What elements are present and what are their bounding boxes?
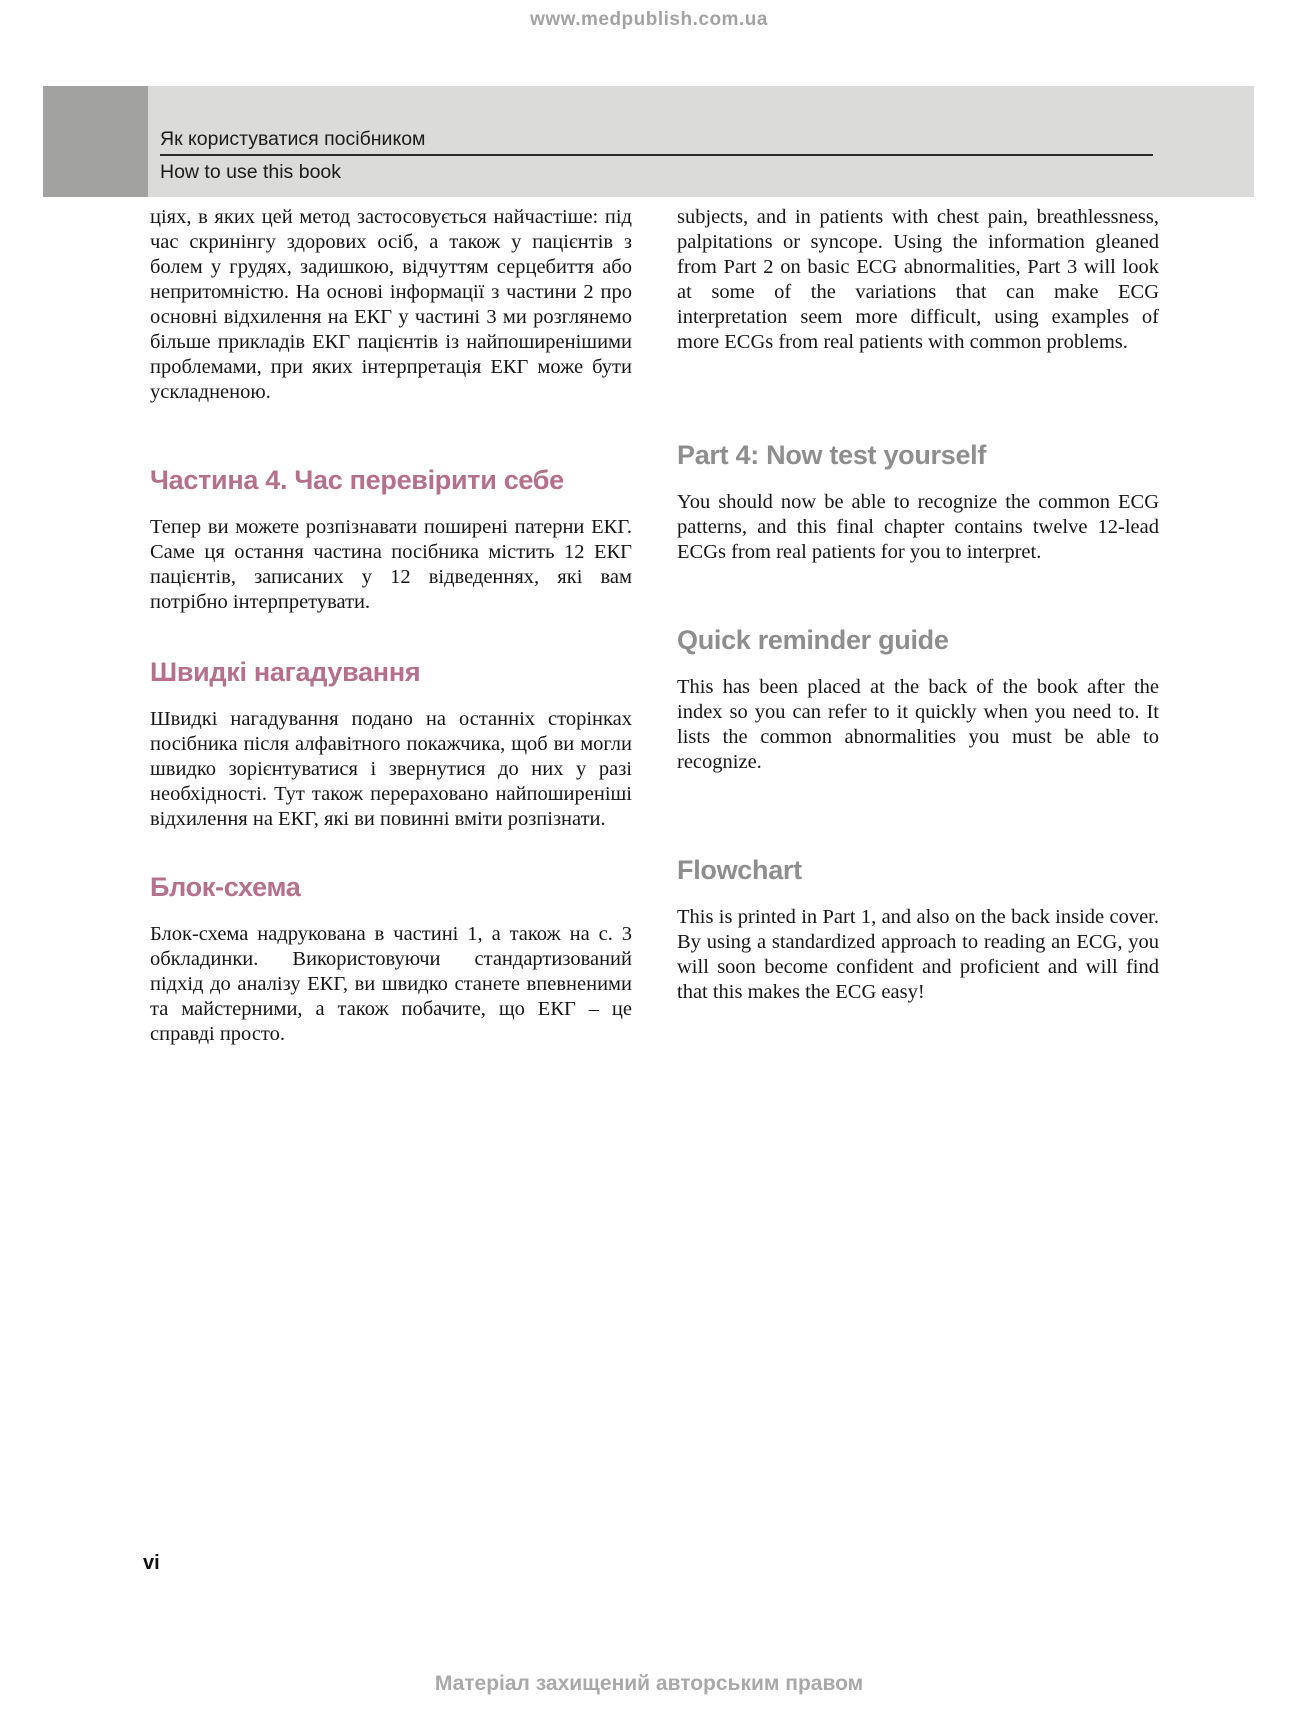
- paragraph-intro-uk: ціях, в яких цей метод застосовується найчастіше: під час скринінгу здорових осіб, а також у пацієнтів з болем у грудях, задишкою, відчуттям серцебиття або непритомністю. На основі інформації з частини 2 про основні відхилення на ЕКГ у частині 3 ми розглянемо більше прикладів ЕКГ пацієнтів із найпоширенішими проблемами, при яких інтерпретація ЕКГ може бути ускладненою.: [150, 206, 632, 403]
- paragraph-en-reminders: This has been placed at the back of the book after the index so you can refer to it quickly when you need to. It lists the common abnormalities you must be able to recognize.: [677, 676, 1159, 773]
- column-english: [677, 205, 1159, 1005]
- column-ukrainian: [150, 205, 632, 1047]
- paragraph-uk-reminders: Швидкі нагадування подано на останніх сторінках посібника після алфавітного покажчика, щоб ви могли швидко зорієнтуватися і звернутися до них у разі необхідності. Тут також перераховано найпоширеніші відхилення на ЕКГ, які ви повинні вміти розпізнати.: [150, 708, 632, 830]
- page-number: vi: [143, 1552, 160, 1574]
- section-heading-uk-part4: Частина 4. Час перевірити себе: [150, 465, 564, 495]
- chapter-header-band: [148, 86, 1254, 197]
- chapter-title-en: How to use this book: [160, 161, 342, 183]
- section-heading-en-part4: Part 4: Now test yourself: [677, 440, 987, 470]
- chapter-title-uk: Як користуватися посібником: [160, 127, 1153, 156]
- section-heading-en-reminders: Quick reminder guide: [677, 625, 949, 655]
- section-heading-uk-flowchart: Блок-схема: [150, 872, 301, 902]
- copyright-notice: Матеріал захищений авторським правом: [434, 1672, 864, 1695]
- chapter-tab-block: [43, 86, 148, 197]
- paragraph-intro-en: subjects, and in patients with chest pain, breathlessness, palpitations or syncope. Using the information gleaned from Part 2 on basic ECG abnormalities, Part 3 will look at some of the variations that can make ECG interpretation seem more difficult, using examples of more ECGs from real patients with common problems.: [677, 206, 1159, 353]
- site-url-watermark: www.medpublish.com.ua: [530, 9, 768, 30]
- paragraph-en-flowchart: This is printed in Part 1, and also on the back inside cover. By using a standardized approach to reading an ECG, you will soon become confident and proficient and will find that this makes the ECG easy!: [677, 906, 1159, 1003]
- paragraph-uk-flowchart: Блок-схема надрукована в частині 1, а також на с. 3 обкладинки. Використовуючи стандартизований підхід до аналізу ЕКГ, ви швидко станете впевненими та майстерними, а також побачите, що ЕКГ – це справді просто.: [150, 923, 632, 1045]
- section-heading-en-flowchart: Flowchart: [677, 855, 802, 885]
- paragraph-uk-part4: Тепер ви можете розпізнавати поширені патерни ЕКГ. Саме ця остання частина посібника містить 12 ЕКГ пацієнтів, записаних у 12 відведеннях, які вам потрібно інтерпретувати.: [150, 516, 632, 613]
- section-heading-uk-reminders: Швидкі нагадування: [150, 657, 421, 687]
- paragraph-en-part4: You should now be able to recognize the common ECG patterns, and this final chapter contains twelve 12-lead ECGs from real patients for you to interpret.: [677, 491, 1159, 563]
